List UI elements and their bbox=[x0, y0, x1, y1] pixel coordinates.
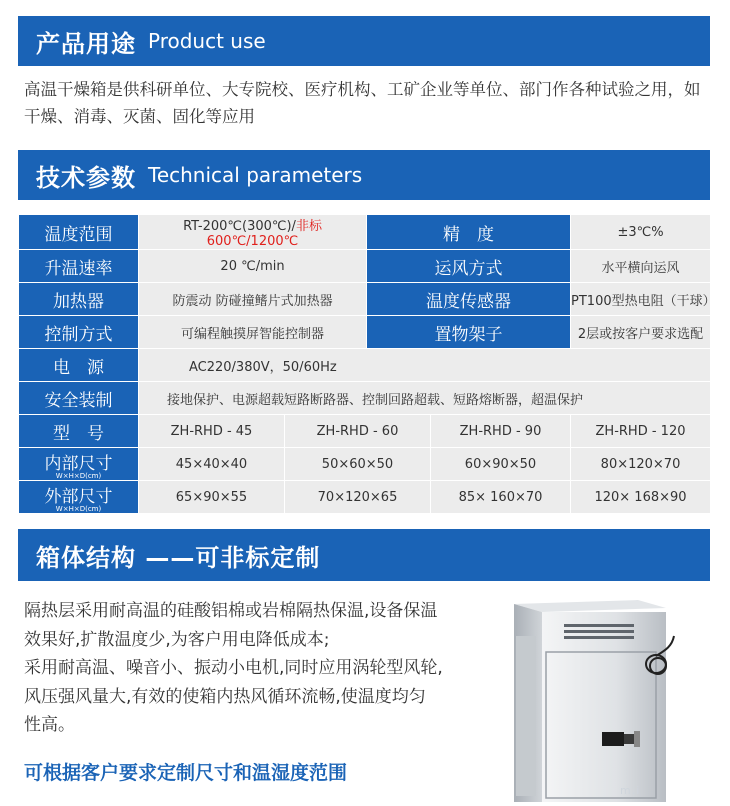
section-banner-product-use bbox=[18, 16, 710, 66]
param-label: 运风方式 bbox=[367, 250, 571, 283]
oven-product-image bbox=[506, 596, 676, 802]
size-cell: 85× 160×70 bbox=[431, 481, 571, 514]
table-row bbox=[19, 349, 711, 382]
param-label: 置物架子 bbox=[367, 316, 571, 349]
size-cell: 120× 168×90 bbox=[571, 481, 711, 514]
table-row bbox=[19, 215, 711, 250]
section-title-cn: 产品用途 bbox=[36, 29, 136, 58]
param-value: 20 ℃/min bbox=[139, 250, 367, 283]
section-banner-structure bbox=[18, 529, 710, 581]
table-row bbox=[19, 316, 711, 349]
section-title-cn: 技术参数 bbox=[36, 163, 136, 192]
size-cell: 60×90×50 bbox=[431, 448, 571, 481]
size-cell: 65×90×55 bbox=[139, 481, 285, 514]
parameters-table bbox=[18, 214, 716, 514]
param-label bbox=[19, 481, 139, 514]
param-value: ±3℃% bbox=[571, 215, 711, 250]
inner-size-label: 内部尺寸 bbox=[44, 453, 113, 474]
structure-line: 风压强风量大,有效的使箱内热风循环流畅,使温度均匀 bbox=[24, 686, 426, 707]
param-label: 加热器 bbox=[19, 283, 139, 316]
param-value: AC220/380V，50/60Hz bbox=[139, 349, 711, 382]
inner-size-unit: W×H×D(cm) bbox=[55, 471, 102, 480]
table-row bbox=[19, 415, 711, 448]
product-use-text: 高温干燥箱是供科研单位、大专院校、医疗机构、工矿企业等单位、部门作各种试验之用，如干燥、消毒、灭菌、固化等应用 bbox=[24, 80, 701, 126]
table-row bbox=[19, 382, 711, 415]
size-cell: 70×120×65 bbox=[285, 481, 431, 514]
param-label: 精 度 bbox=[367, 215, 571, 250]
param-label: 温度范围 bbox=[19, 215, 139, 250]
param-label: 升温速率 bbox=[19, 250, 139, 283]
param-value: 2层或按客户要求选配 bbox=[571, 316, 711, 349]
section-banner-technical bbox=[18, 150, 710, 200]
table-row bbox=[19, 283, 711, 316]
outer-size-label: 外部尺寸 bbox=[44, 486, 113, 507]
param-label: 电 源 bbox=[19, 349, 139, 382]
table-row bbox=[19, 448, 711, 481]
param-label: 温度传感器 bbox=[367, 283, 571, 316]
model-cell: ZH-RHD - 45 bbox=[139, 415, 285, 448]
size-cell: 50×60×50 bbox=[285, 448, 431, 481]
param-value bbox=[139, 215, 367, 250]
structure-line: 性高。 bbox=[24, 715, 75, 735]
param-label: 型 号 bbox=[19, 415, 139, 448]
table-row bbox=[19, 481, 711, 514]
param-value: PT100型热电阻（干球） bbox=[571, 283, 711, 316]
watermark-text: m.i bbox=[620, 784, 641, 797]
param-value: 水平横向运风 bbox=[571, 250, 711, 283]
model-cell: ZH-RHD - 120 bbox=[571, 415, 711, 448]
param-value-part: RT-200℃(300℃)/ bbox=[183, 219, 296, 234]
param-value: 防震动 防碰撞鳍片式加热器 bbox=[139, 283, 367, 316]
param-label bbox=[19, 448, 139, 481]
size-cell: 45×40×40 bbox=[139, 448, 285, 481]
model-cell: ZH-RHD - 60 bbox=[285, 415, 431, 448]
param-value: 可编程触摸屏智能控制器 bbox=[139, 316, 367, 349]
structure-line: 隔热层采用耐高温的硅酸铝棉或岩棉隔热保温,设备保温 bbox=[24, 601, 438, 621]
param-value-nonstandard: 非标600℃/1200℃ bbox=[206, 219, 322, 249]
param-label: 安全装制 bbox=[19, 382, 139, 415]
structure-line: 效果好,扩散温度少,为客户用电降低成本; bbox=[24, 629, 330, 650]
param-value: 接地保护、电源超载短路断路器、控制回路超载、短路熔断器，超温保护 bbox=[139, 382, 711, 415]
section-title: 箱体结构 ——可非标定制 bbox=[36, 543, 321, 572]
model-cell: ZH-RHD - 90 bbox=[431, 415, 571, 448]
param-label: 控制方式 bbox=[19, 316, 139, 349]
size-cell: 80×120×70 bbox=[571, 448, 711, 481]
section-title-en: Technical parameters bbox=[148, 163, 363, 187]
custom-size-tagline: 可根据客户要求定制尺寸和温湿度范围 bbox=[24, 762, 348, 784]
table-row bbox=[19, 250, 711, 283]
outer-size-unit: W×H×D(cm) bbox=[55, 504, 102, 513]
structure-description bbox=[24, 597, 480, 740]
section-title-en: Product use bbox=[148, 29, 266, 53]
structure-line: 采用耐高温、噪音小、振动小电机,同时应用涡轮型风轮, bbox=[24, 658, 443, 678]
